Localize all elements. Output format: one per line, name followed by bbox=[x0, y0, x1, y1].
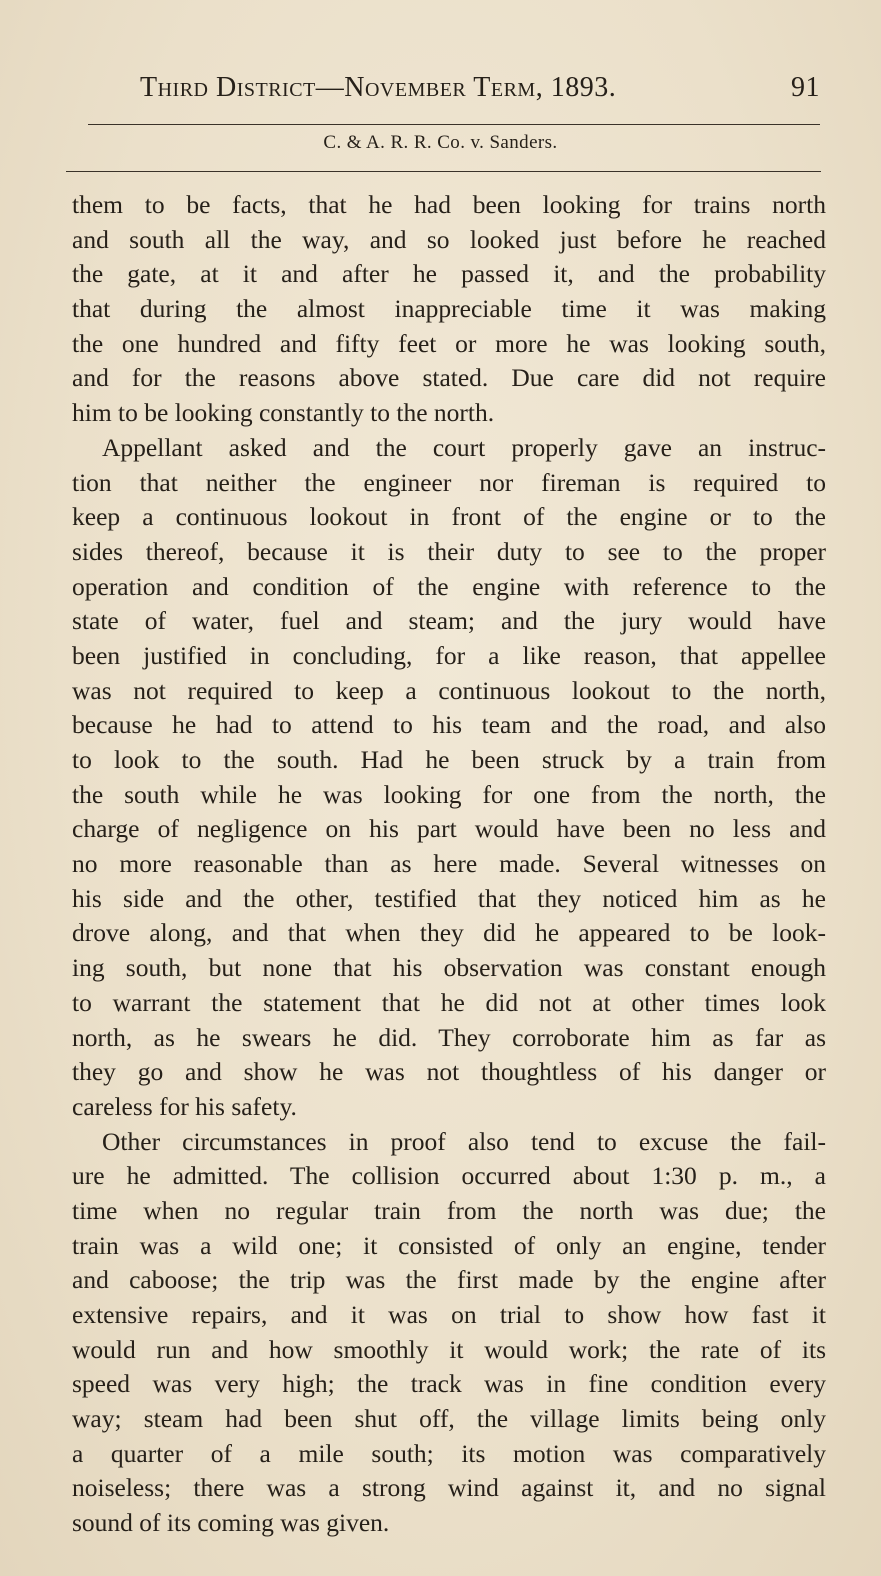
text-line: north, as he swears he did. They corroborate him as far as bbox=[72, 1022, 826, 1052]
text-line: keep a continuous lookout in front of the engine or to the bbox=[72, 502, 826, 532]
text-line: because he had to attend to his team and the road, and also bbox=[72, 710, 826, 740]
text-line: Appellant asked and the court properly gave an instruc- bbox=[102, 432, 826, 462]
text-line: Other circumstances in proof also tend to excuse the fail- bbox=[102, 1126, 826, 1156]
text-line: to warrant the statement that he did not at other times look bbox=[72, 987, 826, 1017]
text-line: state of water, fuel and steam; and the jury would have bbox=[72, 606, 826, 636]
case-caption: C. & A. R. R. Co. v. Sanders. bbox=[323, 132, 558, 153]
text-line: to look to the south. Had he been struck by a train from bbox=[72, 745, 826, 774]
paragraph-3 bbox=[72, 1125, 826, 1541]
text-line: sound of its coming was given. bbox=[72, 1508, 390, 1538]
body-text bbox=[72, 188, 826, 1541]
text-line: a quarter of a mile south; its motion was comparatively bbox=[72, 1438, 826, 1468]
text-line: they go and show he was not thoughtless of his danger or bbox=[72, 1057, 826, 1087]
text-line: tion that neither the engineer nor fireman is required to bbox=[72, 467, 826, 497]
text-line: him to be looking constantly to the north. bbox=[72, 398, 495, 428]
text-line: was not required to keep a continuous lookout to the north, bbox=[72, 675, 826, 705]
text-line: train was a wild one; it consisted of only an engine, tender bbox=[72, 1230, 826, 1260]
text-line: time when no regular train from the north was due; the bbox=[72, 1195, 826, 1225]
text-line: sides thereof, because it is their duty to see to the proper bbox=[72, 536, 826, 566]
text-line: ing south, but none that his observation was constant enough bbox=[72, 953, 826, 983]
text-line: no more reasonable than as here made. Several witnesses on bbox=[72, 849, 826, 879]
text-line: noiseless; there was a strong wind against it, and no signal bbox=[72, 1473, 826, 1503]
text-line: extensive repairs, and it was on trial to show how fast it bbox=[72, 1300, 826, 1329]
text-line: them to be facts, that he had been looking for trains north bbox=[72, 190, 826, 219]
text-line: and south all the way, and so looked just before he reached bbox=[72, 224, 826, 254]
text-line: his side and the other, testified that they noticed him as he bbox=[72, 883, 826, 913]
text-line: speed was very high; the track was in fine condition every bbox=[72, 1369, 826, 1399]
text-line: and for the reasons above stated. Due care did not require bbox=[72, 363, 826, 393]
text-line: drove along, and that when they did he appeared to be look- bbox=[72, 918, 826, 948]
page-number: 91 bbox=[791, 72, 820, 103]
text-line: charge of negligence on his part would have been no less and bbox=[72, 814, 826, 844]
paragraph-1 bbox=[72, 188, 826, 431]
text-line: ure he admitted. The collision occurred about 1:30 p. m., a bbox=[72, 1161, 826, 1191]
text-line: way; steam had been shut off, the village limits being only bbox=[72, 1404, 826, 1434]
header-rule-bottom bbox=[66, 171, 821, 172]
text-line: careless for his safety. bbox=[72, 1091, 297, 1121]
running-head bbox=[140, 72, 820, 112]
text-line: the gate, at it and after he passed it, and the probability bbox=[72, 259, 826, 289]
header-rule-top bbox=[88, 124, 820, 125]
text-line: operation and condition of the engine with reference to the bbox=[72, 571, 826, 601]
text-line: that during the almost inappreciable time it was making bbox=[72, 294, 826, 324]
text-line: and caboose; the trip was the first made by the engine after bbox=[72, 1265, 826, 1295]
text-line: the one hundred and fifty feet or more he was looking south, bbox=[72, 328, 826, 358]
paragraph-2 bbox=[72, 431, 826, 1125]
text-line: the south while he was looking for one from the north, the bbox=[72, 779, 826, 809]
text-line: would run and how smoothly it would work; the rate of its bbox=[72, 1334, 826, 1364]
running-title: Third District—November Term, 1893. bbox=[140, 72, 617, 103]
text-line: been justified in concluding, for a like reason, that appellee bbox=[72, 640, 826, 670]
